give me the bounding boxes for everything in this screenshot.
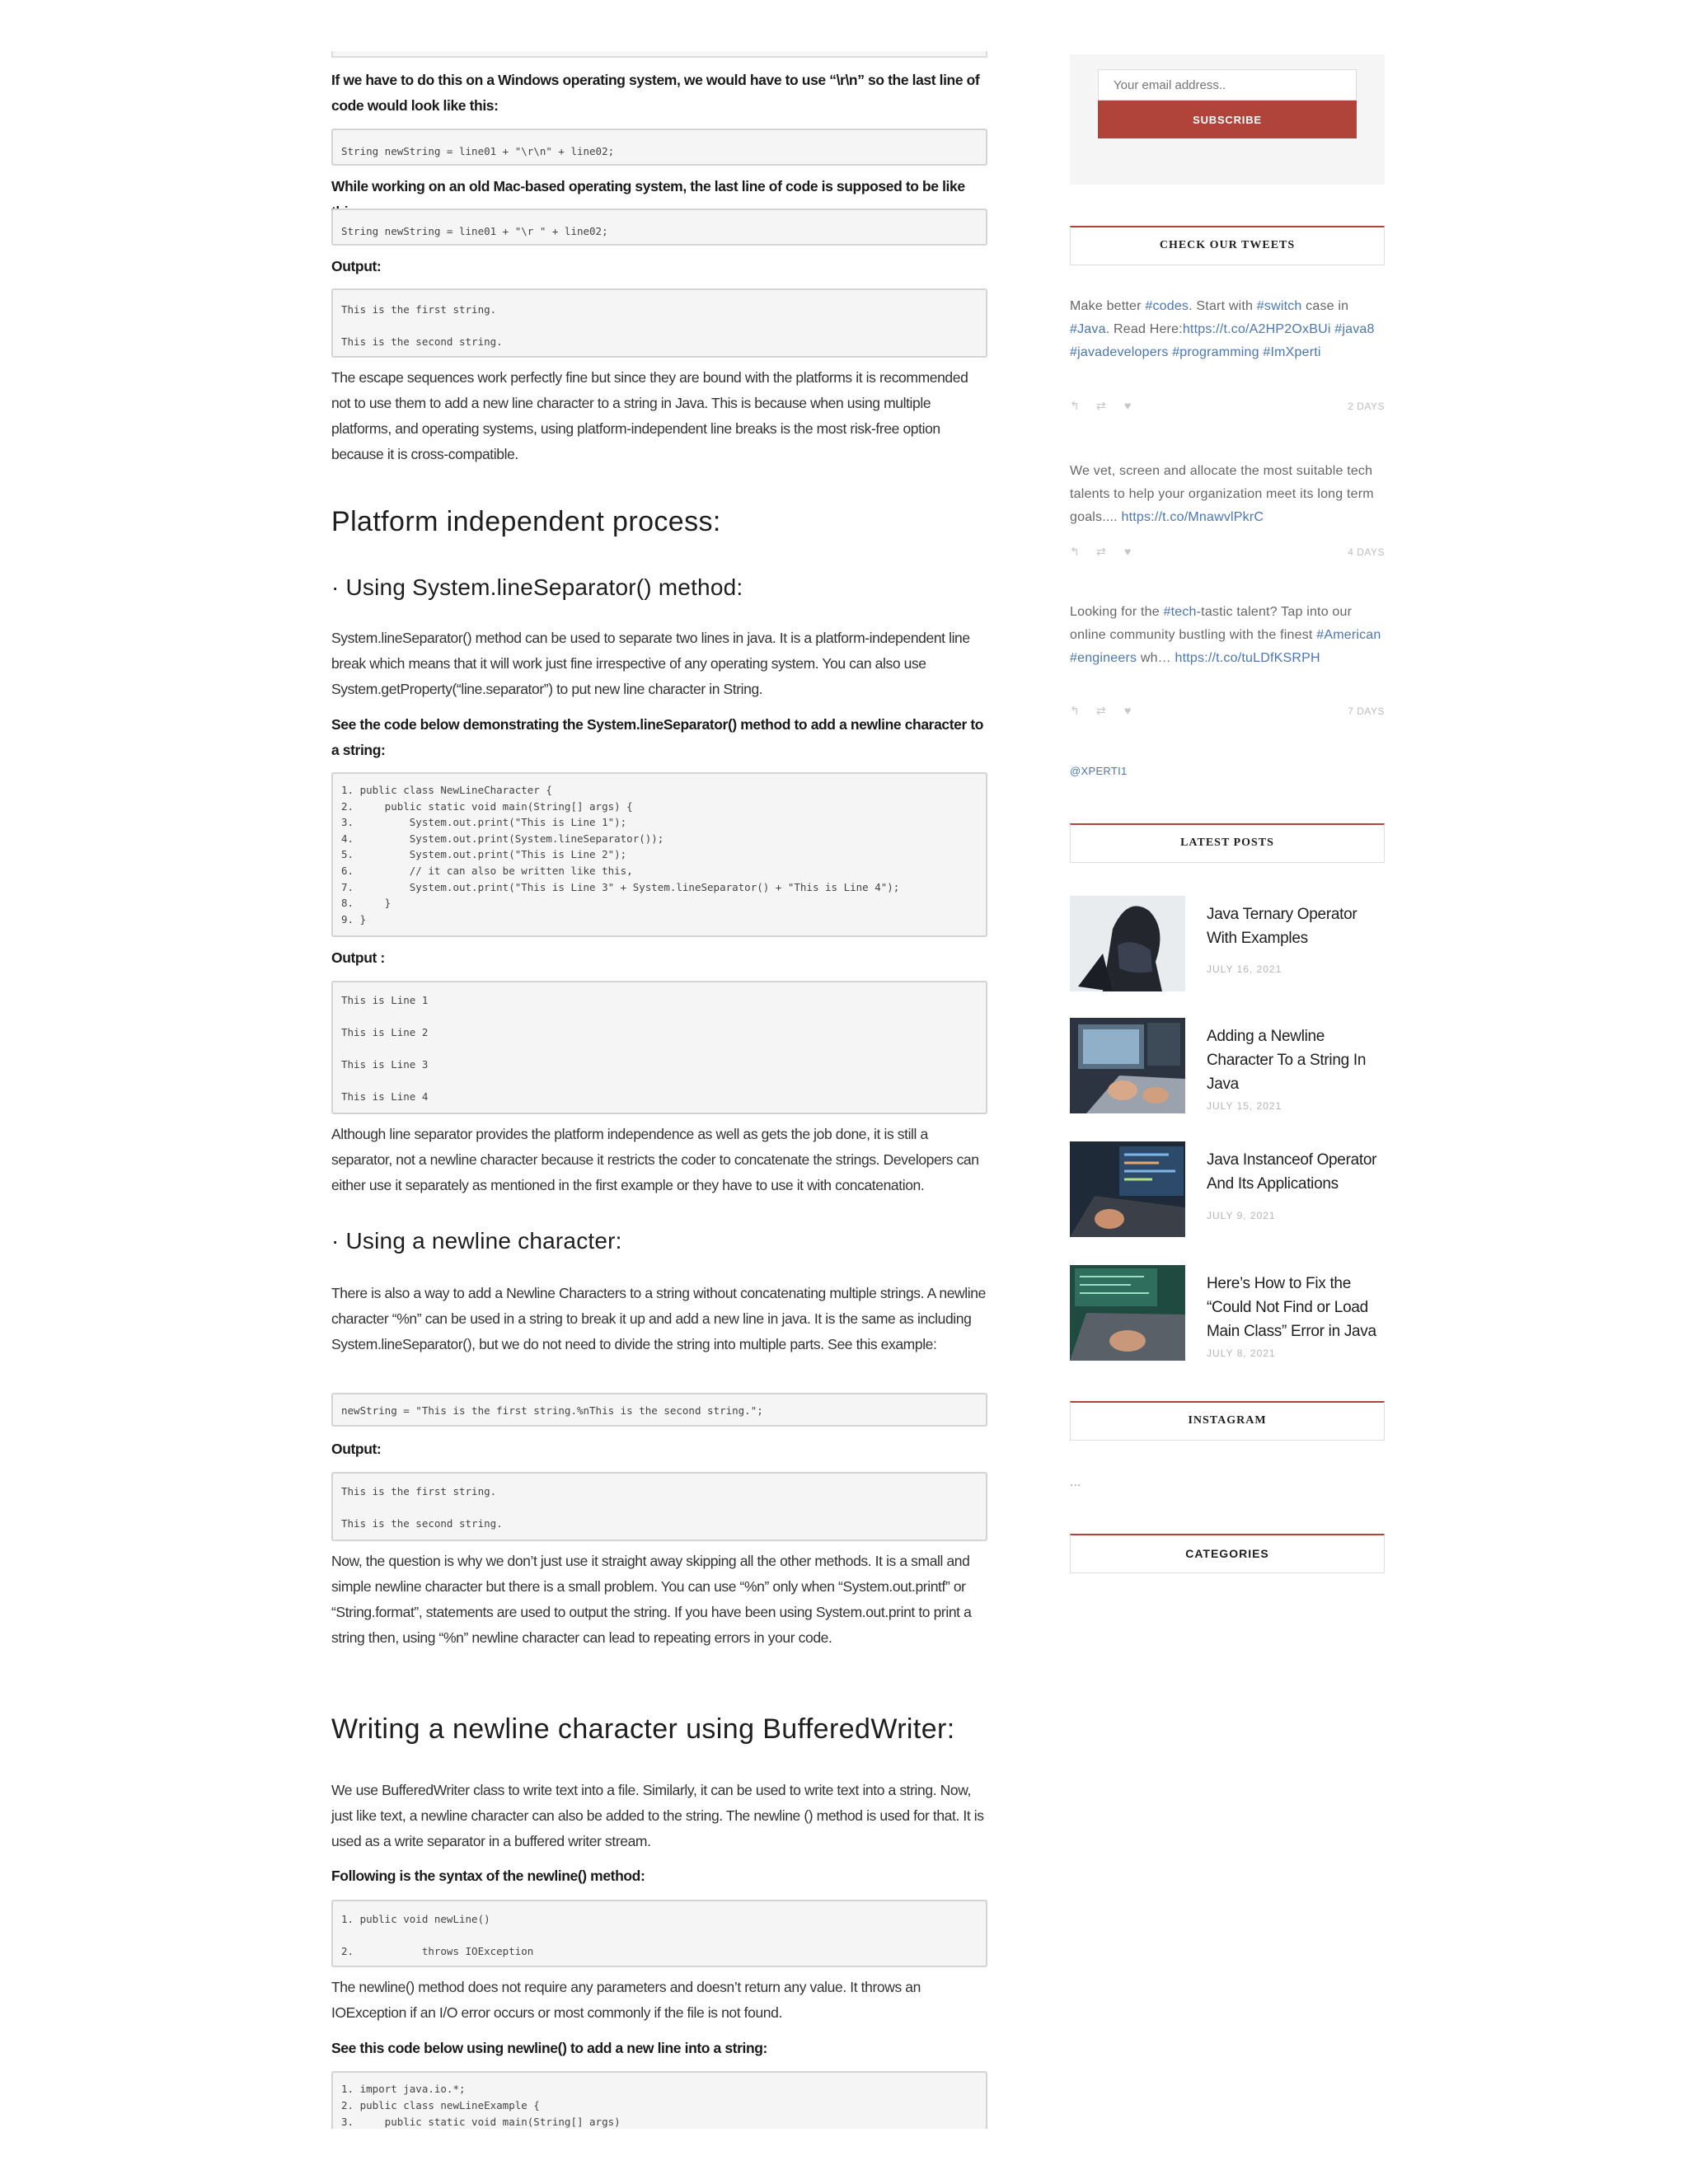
heading-platform-independent: Platform independent process: [331, 506, 721, 537]
heading-buffered-writer: Writing a newline character using BufferedWriter: [331, 1713, 955, 1745]
code-line: 1. import java.io.*; [341, 2083, 466, 2095]
subscribe-button[interactable]: SUBSCRIBE [1098, 101, 1357, 138]
tweet-text-segment: -tastic talent? Tap into our online community bustling with the finest [1070, 605, 1353, 642]
tweet-text-segment: . Read Here: [1105, 322, 1183, 336]
heart-icon[interactable]: ♥ [1124, 704, 1132, 717]
twitter-handle-link[interactable]: @XPERTI1 [1070, 765, 1128, 777]
email-input[interactable] [1098, 69, 1357, 101]
instagram-placeholder: ... [1070, 1475, 1081, 1489]
content-top-edge [331, 51, 987, 58]
post-title[interactable]: Adding a Newline Character To a String In Java [1207, 1028, 1367, 1093]
tweet-age[interactable]: 4 DAYS [1348, 546, 1385, 558]
tweet-link[interactable]: https://t.co/A2HP2OxBUi [1182, 322, 1331, 336]
code-block-newline [331, 1393, 987, 1427]
code-line: 4. System.out.print(System.lineSeparator()); [341, 832, 664, 845]
newsletter-widget [1070, 54, 1385, 185]
reply-icon[interactable]: ↰ [1070, 704, 1080, 717]
code-line: String newString = line01 + "\r\n" + line02; [341, 145, 615, 157]
paragraph-windows: If we have to do this on a Windows operating system, we would have to use “\r\n” so the last line of code would look like this: [331, 72, 980, 114]
tweet-link[interactable]: #ImXperti [1263, 345, 1321, 359]
heart-icon[interactable]: ♥ [1124, 399, 1132, 412]
code-line: This is Line 3 [341, 1058, 429, 1071]
reply-icon[interactable]: ↰ [1070, 545, 1080, 558]
code-line: newString = "This is the first string.%nThis is the second string."; [341, 1404, 763, 1417]
code-line: This is the first string. [341, 1485, 497, 1497]
tweet-link[interactable]: https://t.co/tuLDfKSRPH [1175, 651, 1320, 665]
paragraph-syntax: Following is the syntax of the newline() method: [331, 1868, 645, 1884]
code-line: 3. public static void main(String[] args) [341, 2116, 621, 2128]
code-line: This is Line 1 [341, 994, 429, 1006]
code-line: 8. } [341, 897, 392, 910]
tweet-link[interactable]: #American [1316, 628, 1381, 642]
code-line: 2. public static void main(String[] args) { [341, 799, 633, 813]
paragraph-see-code: See the code below demonstrating the System.lineSeparator() method to add a newline character to a string: [331, 716, 984, 758]
post-date: JULY 16, 2021 [1207, 963, 1282, 975]
code-line: This is Line 2 [341, 1026, 429, 1038]
instagram-widget-title: INSTAGRAM [1070, 1401, 1385, 1441]
code-block-syntax [331, 1900, 987, 1967]
code-line: 1. public class NewLineCharacter { [341, 784, 552, 796]
output-block [331, 288, 987, 358]
tweet-text [1070, 601, 1385, 670]
post-title[interactable]: Java Instanceof Operator And Its Applications [1207, 1151, 1377, 1193]
tweet-text-segment: case in [1301, 299, 1349, 313]
code-line: 2. public class newLineExample { [341, 2099, 540, 2111]
post-item[interactable] [1070, 1018, 1385, 1117]
code-line: This is the second string. [341, 335, 503, 348]
post-date: JULY 8, 2021 [1207, 1347, 1276, 1359]
tweet-link[interactable]: #java8 [1334, 322, 1375, 336]
tweet-text [1070, 295, 1385, 364]
tweet-age[interactable]: 2 DAYS [1348, 401, 1385, 412]
post-title[interactable]: Here’s How to Fix the “Could Not Find or Load Main Class” Error in Java [1207, 1275, 1376, 1340]
paragraph-mac: While working on an old Mac-based operating system, the last line of code is supposed to be like [331, 178, 965, 194]
code-block-buffered-writer [331, 2071, 987, 2129]
post-date: JULY 9, 2021 [1207, 1210, 1276, 1221]
paragraph-buffered-writer: We use BufferedWriter class to write text into a file. Similarly, it can be used to write text into a string. Now, just like text, a newline character can also be added to the string. The newline () method is used for that. It is used as a write separator in a buffered writer stream. [331, 1782, 984, 1849]
tweet-link[interactable]: #engineers [1070, 651, 1137, 665]
paragraph-see-code: See this code below using newline() to add a new line into a string: [331, 2040, 767, 2056]
post-title[interactable]: Java Ternary Operator With Examples [1207, 906, 1357, 947]
heading-newline-character: · Using a newline character: [331, 1228, 622, 1254]
code-block-windows [331, 129, 987, 166]
code-block-mac [331, 209, 987, 246]
post-thumbnail[interactable] [1070, 1265, 1185, 1361]
latest-posts-widget-title: LATEST POSTS [1070, 823, 1385, 863]
tweet-text [1070, 460, 1385, 529]
tweet-text-segment: Looking for the [1070, 605, 1164, 619]
retweet-icon[interactable]: ⇄ [1096, 704, 1106, 717]
heading-line-separator: · Using System.lineSeparator() method: [331, 574, 743, 600]
output-block [331, 1472, 987, 1541]
post-thumbnail[interactable] [1070, 896, 1185, 991]
code-line: This is Line 4 [341, 1090, 429, 1103]
paragraph-question: Now, the question is why we don’t just use it straight away skipping all the other methods. It is a small and simple newline character but there is a small problem. You can use “%n” only when “System.out.printf” or “String.format”, statements are used to output the string. If you have been using System.out.print to print a string then, using “%n” newline character can lead to repeating errors in your code. [331, 1553, 972, 1646]
tweet-actions [1070, 399, 1385, 415]
paragraph-newline-method: The newline() method does not require any parameters and doesn’t return any value. It throws an IOException if an I/O error occurs or most commonly if the file is not found. [331, 1979, 921, 2021]
tweet-link[interactable]: #tech [1163, 605, 1197, 619]
code-line: 7. System.out.print("This is Line 3" + System.lineSeparator() + "This is Line 4"); [341, 880, 900, 893]
heart-icon[interactable]: ♥ [1124, 545, 1132, 558]
post-item[interactable] [1070, 1141, 1385, 1240]
code-line: 5. System.out.print("This is Line 2"); [341, 848, 627, 861]
output-label: Output: [331, 258, 382, 274]
tweet-link[interactable]: #javadevelopers [1070, 345, 1169, 359]
code-line: This is the first string. [341, 303, 497, 316]
tweet-link[interactable]: #Java [1070, 322, 1106, 336]
post-thumbnail[interactable] [1070, 1018, 1185, 1113]
code-line: 1. public void newLine() [341, 1913, 490, 1925]
tweet-text-segment: We vet, screen and allocate the most suitable tech talents to help your organization meet its long term goals.... [1070, 464, 1374, 524]
tweet-text-segment: Make better [1070, 299, 1146, 313]
tweet-text-segment: wh… [1137, 651, 1175, 665]
post-item[interactable] [1070, 896, 1385, 995]
tweet-link[interactable]: https://t.co/MnawvlPkrC [1121, 510, 1264, 524]
code-line: 2. throws IOException [341, 1945, 534, 1957]
tweet-link[interactable]: #programming [1172, 345, 1259, 359]
output-block [331, 981, 987, 1114]
reply-icon[interactable]: ↰ [1070, 399, 1080, 412]
code-line: String newString = line01 + "\r " + line02; [341, 225, 608, 237]
post-thumbnail[interactable] [1070, 1141, 1185, 1237]
paragraph-although: Although line separator provides the platform independence as well as gets the job done, it is still a separator, not a newline character because it restricts the coder to concatenate the strings. Developers can either use it separately as mentioned in the first example or they have to use it with concatenation. [331, 1126, 979, 1193]
paragraph-escape: The escape sequences work perfectly fine but since they are bound with the platforms it is recommended not to use them to add a new line character to a string in Java. This is because when using multiple platforms, and operating systems, using platform-independent line breaks is the most risk-free option because it is cross-compatible. [331, 369, 968, 462]
post-item[interactable] [1070, 1265, 1385, 1364]
post-date: JULY 15, 2021 [1207, 1100, 1282, 1112]
paragraph-line-separator: System.lineSeparator() method can be used to separate two lines in java. It is a platform-independent line break which means that it will work just fine irrespective of any operating system. You can also use System.getProperty(“line.separator”) to put new line character in String. [331, 630, 970, 697]
output-label: Output: [331, 1441, 382, 1457]
categories-widget-title: CATEGORIES [1070, 1534, 1385, 1573]
tweet-text-segment: . Start with [1189, 299, 1257, 313]
tweets-widget-title: CHECK OUR TWEETS [1070, 226, 1385, 265]
code-line: 3. System.out.print("This is Line 1"); [341, 816, 627, 829]
tweet-link[interactable]: #codes [1145, 299, 1189, 313]
tweet-age[interactable]: 7 DAYS [1348, 705, 1385, 717]
output-label: Output : [331, 949, 385, 966]
code-block-line-separator [331, 772, 987, 937]
code-line: This is the second string. [341, 1517, 503, 1530]
tweet-actions [1070, 545, 1385, 561]
tweet-link[interactable]: #switch [1256, 299, 1302, 313]
retweet-icon[interactable]: ⇄ [1096, 545, 1106, 558]
code-line: 6. // it can also be written like this, [341, 865, 633, 877]
code-line: 9. } [341, 912, 367, 926]
retweet-icon[interactable]: ⇄ [1096, 399, 1106, 412]
paragraph-newline: There is also a way to add a Newline Characters to a string without concatenating multiple strings. A newline character “%n” can be used in a string to break it up and add a new line in java. It is the same as including System.lineSeparator(), but we do not need to divide the string into multiple parts. See this example: [331, 1285, 986, 1352]
tweet-actions [1070, 704, 1385, 720]
